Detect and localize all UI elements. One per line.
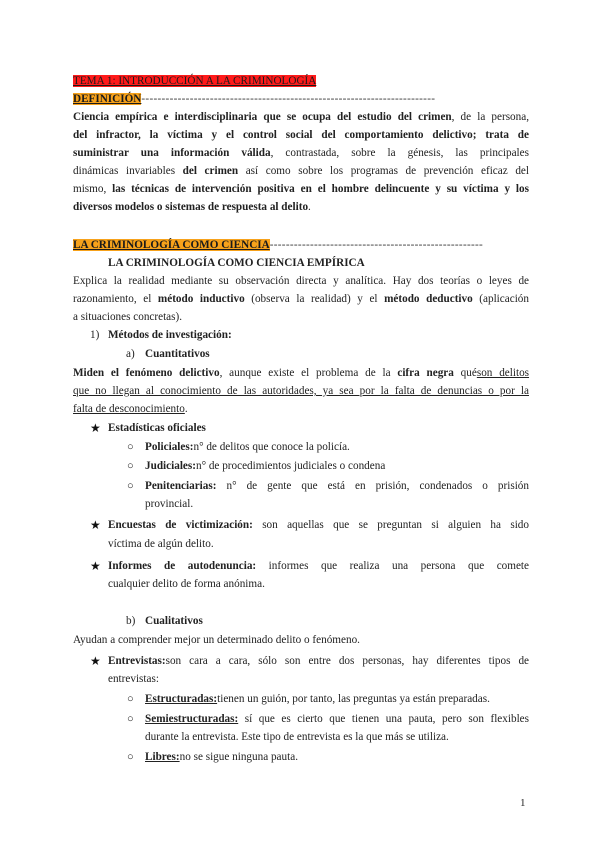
document-title: TEMA 1: INTRODUCCIÓN A LA CRIMINOLOGÍA bbox=[73, 75, 317, 87]
bold-text: las técnicas de intervención positiva en el hombre delincuente y su víctima y los bbox=[112, 183, 529, 195]
text: Ayudan a comprender mejor un determinado delito o fenómeno. bbox=[73, 634, 360, 646]
semiestructuradas-item bbox=[145, 710, 529, 728]
text: sí que es cierto que tienen una pauta, pero son flexibles bbox=[238, 713, 529, 725]
text: tienen un guión, por tanto, las preguntas ya están preparadas. bbox=[217, 693, 490, 705]
text: . bbox=[184, 403, 188, 415]
definicion-line-3 bbox=[73, 144, 529, 162]
underlined-text: que no llegan al conocimiento de las autoridades, ya sea por la falta de denuncias o por la bbox=[73, 385, 529, 397]
heading-dashes: ------------------------------------------------------------------------- bbox=[141, 93, 436, 105]
bold-text: Miden el fenómeno delictivo bbox=[73, 367, 220, 379]
definicion-line-1 bbox=[73, 108, 529, 126]
list-letter: b) bbox=[126, 615, 136, 627]
bold-text: cifra negra bbox=[397, 367, 454, 379]
text: provincial. bbox=[145, 498, 194, 510]
text: así como sobre los programas de prevención eficaz del bbox=[238, 165, 529, 177]
cuantitativos-heading bbox=[145, 345, 600, 363]
text: durante la entrevista. Este tipo de entrevista es la que más se utiliza. bbox=[145, 731, 449, 743]
bold-text: Judiciales: bbox=[145, 460, 196, 472]
subheading-text: LA CRIMINOLOGÍA COMO CIENCIA EMPÍRICA bbox=[108, 257, 365, 269]
definicion-heading-line bbox=[73, 90, 529, 108]
text: n° de procedimientos judiciales o condena bbox=[195, 460, 386, 472]
text: , aunque existe el problema de la bbox=[219, 367, 398, 379]
circle-icon: ○ bbox=[127, 480, 134, 492]
list-letter: a) bbox=[126, 348, 135, 360]
text: mismo, bbox=[73, 183, 113, 195]
ciencia-heading-line bbox=[73, 236, 529, 254]
bold-text: Estadísticas oficiales bbox=[108, 422, 206, 434]
text: , contrastada, sobre la génesis, las principales bbox=[270, 147, 529, 159]
heading-text: Métodos de investigación: bbox=[108, 329, 232, 341]
text: n° de delitos que conoce la policía. bbox=[193, 441, 350, 453]
star-icon: ★ bbox=[90, 654, 101, 668]
bold-text: diversos modelos o sistemas de respuesta al delito bbox=[73, 201, 309, 213]
estadisticas-item bbox=[108, 419, 564, 437]
bold-text: Semiestructuradas: bbox=[145, 713, 239, 725]
ciencia-subheading bbox=[108, 254, 564, 272]
bold-text: Entrevistas: bbox=[108, 655, 166, 667]
definicion-line-2 bbox=[73, 126, 529, 144]
text: n° de gente que está en prisión, condenados o prisión bbox=[216, 480, 529, 492]
title-line bbox=[73, 72, 529, 90]
underlined-text: falta de desconocimiento bbox=[73, 403, 185, 415]
policiales-item bbox=[145, 438, 529, 456]
heading-text: Cualitativos bbox=[145, 615, 203, 627]
text: dinámicas invariables bbox=[73, 165, 183, 177]
bold-text: método inductivo bbox=[157, 293, 245, 305]
text: cualquier delito de forma anónima. bbox=[108, 578, 265, 590]
bold-text: Penitenciarias: bbox=[145, 480, 217, 492]
libres-item bbox=[145, 748, 529, 766]
entrevistas-item bbox=[108, 652, 529, 670]
encuestas-item-cont bbox=[108, 535, 529, 553]
bold-text: Ciencia empírica e interdisciplinaria que se ocupa del estudio del crimen bbox=[73, 111, 452, 123]
text: (aplicación bbox=[472, 293, 529, 305]
definicion-heading: DEFINICIÓN bbox=[73, 93, 142, 105]
text: razonamiento, el bbox=[73, 293, 158, 305]
text: (observa la realidad) y el bbox=[244, 293, 385, 305]
penitenciarias-item bbox=[145, 477, 529, 495]
bold-text: Policiales: bbox=[145, 441, 194, 453]
star-icon: ★ bbox=[90, 518, 101, 532]
ciencia-line-2 bbox=[73, 290, 529, 308]
heading-dashes: ----------------------------------------------------- bbox=[269, 239, 484, 251]
text: Explica la realidad mediante su observación directa y analítica. Hay dos teorías o leyes de bbox=[73, 275, 529, 287]
text: son aquellas que se preguntan si alguien ha sido bbox=[252, 519, 529, 531]
bold-text: del crimen bbox=[182, 165, 239, 177]
text: entrevistas: bbox=[108, 673, 159, 685]
definicion-line-5 bbox=[73, 180, 529, 198]
bold-text: Libres: bbox=[145, 751, 180, 763]
star-icon: ★ bbox=[90, 421, 101, 435]
judiciales-item bbox=[145, 457, 529, 475]
text: , de la persona, bbox=[451, 111, 529, 123]
text: a situaciones concretas). bbox=[73, 311, 183, 323]
page-number: 1 bbox=[520, 797, 526, 809]
encuestas-item bbox=[108, 516, 529, 534]
text: víctima de algún delito. bbox=[108, 538, 214, 550]
circle-icon: ○ bbox=[127, 693, 134, 705]
circle-icon: ○ bbox=[127, 751, 134, 763]
informes-item bbox=[108, 557, 529, 575]
bold-text: método deductivo bbox=[384, 293, 473, 305]
cualitativos-intro bbox=[73, 631, 529, 649]
text: informes que realiza una persona que comete bbox=[256, 560, 529, 572]
bold-text: Informes de autodenuncia: bbox=[108, 560, 257, 572]
circle-icon: ○ bbox=[127, 460, 134, 472]
estructuradas-item bbox=[145, 690, 529, 708]
list-number: 1) bbox=[90, 329, 100, 341]
text: . bbox=[308, 201, 311, 213]
text: son cara a cara, sólo son entre dos personas, hay diferentes tipos de bbox=[165, 655, 529, 667]
metodos-heading bbox=[108, 326, 564, 344]
circle-icon: ○ bbox=[127, 441, 134, 453]
definicion-line-4 bbox=[73, 162, 529, 180]
cuantitativos-line-3 bbox=[73, 400, 529, 418]
text: qué bbox=[453, 367, 477, 379]
circle-icon: ○ bbox=[127, 713, 134, 725]
star-icon: ★ bbox=[90, 559, 101, 573]
informes-item-cont bbox=[108, 575, 529, 593]
underlined-text: son delitos bbox=[476, 367, 530, 379]
bold-text: del infractor, la víctima y el control social del comportamiento delictivo; trata de bbox=[73, 129, 529, 141]
bold-text: Estructuradas: bbox=[145, 693, 218, 705]
penitenciarias-item-cont bbox=[145, 495, 529, 513]
cualitativos-heading bbox=[145, 612, 600, 630]
ciencia-heading: LA CRIMINOLOGÍA COMO CIENCIA bbox=[73, 239, 270, 251]
cuantitativos-line-1 bbox=[73, 364, 529, 382]
bold-text: Encuestas de victimización: bbox=[108, 519, 253, 531]
semiestructuradas-item-cont bbox=[145, 728, 529, 746]
cuantitativos-line-2 bbox=[73, 382, 529, 400]
ciencia-line-1 bbox=[73, 272, 529, 290]
entrevistas-item-cont bbox=[108, 670, 529, 688]
text: no se sigue ninguna pauta. bbox=[179, 751, 298, 763]
ciencia-line-3 bbox=[73, 308, 529, 326]
bold-text: suministrar una información válida bbox=[73, 147, 271, 159]
heading-text: Cuantitativos bbox=[145, 348, 210, 360]
definicion-line-6 bbox=[73, 198, 529, 216]
